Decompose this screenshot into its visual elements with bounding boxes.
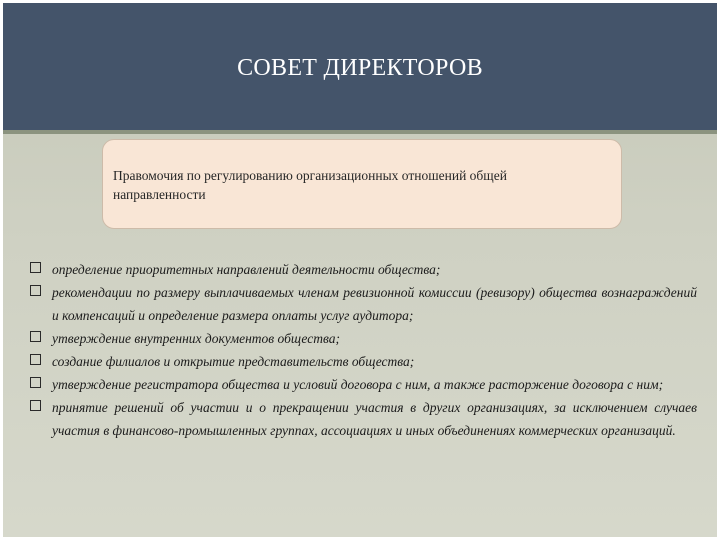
rights-box-text: Правомочия по регулированию организационных отношений общей направленности (113, 168, 507, 202)
slide-title: СОВЕТ ДИРЕКТОРОВ (237, 55, 483, 81)
list-item-text: рекомендации по размеру выплачиваемых членам ревизионной комиссии (ревизору) общества вознаграждений и компенсаций и определение размера оплаты услуг аудитора; (52, 285, 697, 323)
title-bar (3, 3, 717, 130)
list-item (27, 350, 697, 373)
list-item (27, 258, 697, 281)
list-item-text: утверждение внутренних документов общества; (52, 331, 340, 346)
list-item (27, 396, 697, 442)
checkbox-bullet-icon (30, 400, 41, 411)
slide (3, 3, 717, 537)
checkbox-bullet-icon (30, 377, 41, 388)
checkbox-bullet-icon (30, 331, 41, 342)
rights-box (102, 139, 622, 229)
title-divider (3, 130, 717, 134)
list-item (27, 281, 697, 327)
checkbox-bullet-icon (30, 285, 41, 296)
list-item-text: определение приоритетных направлений деятельности общества; (52, 262, 441, 277)
list-item (27, 373, 697, 396)
list-item-text: утверждение регистратора общества и условий договора с ним, а также расторжение договора с ним; (52, 377, 664, 392)
list-item-text: принятие решений об участии и о прекращении участия в других организациях, за исключением случаев участия в финансово-промышленных группах, ассоциациях и иных объединениях коммерческих организаций. (52, 400, 697, 438)
list-item-text: создание филиалов и открытие представительств общества; (52, 354, 415, 369)
list-item (27, 327, 697, 350)
checkbox-bullet-icon (30, 262, 41, 273)
checkbox-bullet-icon (30, 354, 41, 365)
bullet-list (27, 258, 697, 442)
